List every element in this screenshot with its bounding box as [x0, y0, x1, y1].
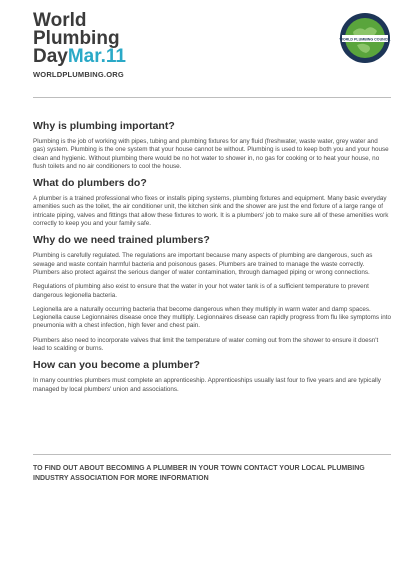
- website-link[interactable]: WORLDPLUMBING.ORG: [33, 70, 124, 79]
- section-what-plumbers-do: [33, 177, 391, 228]
- section-why-important: [33, 120, 391, 171]
- globe-logo-icon: [339, 12, 391, 64]
- section-paragraph: In many countries plumbers must complete an apprenticeship. Apprenticeships usually last four to five years and are typically managed by local plumbers' union and associations.: [33, 377, 381, 393]
- section-heading: Why do we need trained plumbers?: [33, 234, 210, 247]
- section-heading: Why is plumbing important?: [33, 120, 175, 132]
- section-paragraph: Plumbers also need to incorporate valves that limit the temperature of water coming out from the shower to ensure it doesn't lead to scalding or burns.: [33, 336, 379, 353]
- section-why-trained: [33, 234, 391, 353]
- section-heading: How can you become a plumber?: [33, 359, 200, 372]
- section-become-plumber: [33, 359, 391, 394]
- logo-text: WORLD PLUMBING COUNCIL: [339, 37, 391, 42]
- divider-bottom: [33, 454, 391, 455]
- section-paragraph: A plumber is a trained professional who fixes or installs piping systems, plumbing fixtures and equipment. Many basic everyday amenities such as the toilet, the air conditioner unit, the kitchen sink and the shower are just the end fixture of a large range of intricate piping, valves and fittings that allow these fixtures to work. It is a plumbers' job to make sure all of these amenities work correctly to keep you and your family safe.: [33, 195, 389, 228]
- title-word-day: Day: [33, 46, 68, 67]
- section-paragraph: Regulations of plumbing also exist to ensure that the water in your hot water tank is of a sufficient temperature to prevent dangerous legionella bacteria.: [33, 283, 369, 299]
- title-line-world: World: [33, 10, 87, 31]
- title-date: Mar.11: [67, 46, 126, 67]
- section-paragraph: Legionella are a naturally occurring bacteria that become dangerous when they multiply in warm water and damp spaces. Legionella cause Legionnaires disease once they multiply. Legionnaires disease can rapidly progress from flu like symptoms into pneumonia with a chest infection, high fever and chest pain.: [33, 305, 391, 330]
- section-paragraph: Plumbing is the job of working with pipes, tubing and plumbing fixtures for any fluid (freshwater, waste water, grey water and gas) system. Plumbing is the one system that your house cannot be without. Plumbing is used to keep both you and your house clean and hygienic. Without plumbing there would be no hot water to shower in, no gas for cooking or to heat your house, no flush toilets and no air conditioners to cool the house.: [33, 138, 389, 170]
- divider-top: [33, 97, 391, 98]
- section-paragraph: Plumbing is carefully regulated. The regulations are important because many aspects of plumbing are dangerous, such as sewage and waste contain harmful bacteria and poisonous gases. Plumbers are trained to manage the waste correctly. Plumbers also protect against the serious danger of water contamination, through damaged piping or wrong connections.: [33, 252, 373, 276]
- section-heading: What do plumbers do?: [33, 177, 147, 190]
- title-line-plumbing: Plumbing: [33, 28, 120, 49]
- call-to-action: TO FIND OUT ABOUT BECOMING A PLUMBER IN YOUR TOWN CONTACT YOUR LOCAL PLUMBING INDUSTRY ASSOCIATION FOR MORE INFORMATION: [33, 465, 365, 482]
- main-content: [33, 120, 391, 400]
